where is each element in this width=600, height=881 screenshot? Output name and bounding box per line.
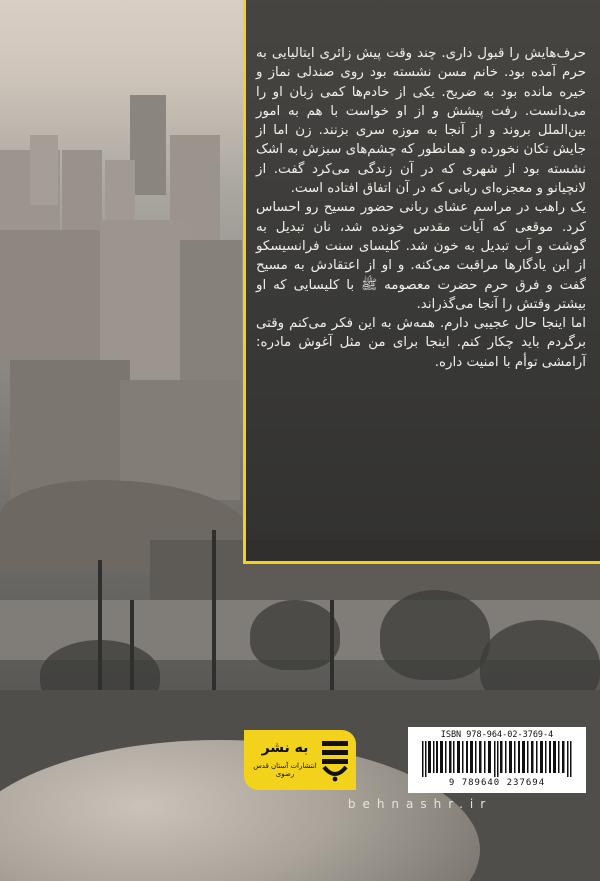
barcode-icon — [422, 741, 574, 777]
barcode-digits: 9 789640 237694 — [448, 778, 546, 788]
publisher-website[interactable]: behnashr.ir — [347, 797, 493, 811]
publisher-subtitle: انتشارات آستان قدس رضوی — [253, 762, 317, 778]
isbn-label: ISBN 978-964-02-3769-4 — [440, 730, 554, 740]
blurb-paragraph: یک راهب در مراسم عشای ربانی حضور مسیح رو احساس کرد. موقعی که آیات مقدس خونده شد، نان تبدیل به گوشت و آب تبدیل به خون شد. کلیسای سنت فرانسیسکو از این یادگارها مراقبت می‌کنه. و او از اعتقادش به مسیح گفت و فرق حرم حضرت معصومه ﷺ با کلیسایی که او بیشتر وقتش را آنجا می‌گذراند. — [256, 200, 586, 312]
publisher-mark-icon — [320, 737, 350, 783]
publisher-name: به نشر — [261, 740, 309, 756]
blurb-paragraph: اما اینجا حال عجیبی دارم. همه‌ش به این فکر می‌کنم وقتی برگردم باید چکار کنم. اینجا برای من مثل آغوش مادره: آرامشی توأم با امنیت داره. — [256, 316, 586, 370]
publisher-logo — [244, 730, 356, 790]
blurb-paragraph: حرف‌هایش را قبول داری. چند وقت پیش زائری ایتالیایی به حرم آمده بود. خانم مسن نشسته بود روی صندلی نماز و خیره مانده بود به ضریح. یکی از خادم‌ها کمی زبان او را می‌دانست. رفت پیشش و از او خواست با هم به امور بین‌الملل بروند و از آنجا به موزه سری بزنند. زن اما از جایش تکان نخورده و همانطور که چشم‌های سبزش به اشک نشسته بود از شهری که در آن زندگی می‌کرد گفت. از لانچیانو و معجزه‌ای ربانی که در آن اتفاق افتاده است. — [256, 46, 586, 197]
back-cover-blurb — [256, 44, 586, 372]
isbn-barcode — [408, 727, 586, 793]
